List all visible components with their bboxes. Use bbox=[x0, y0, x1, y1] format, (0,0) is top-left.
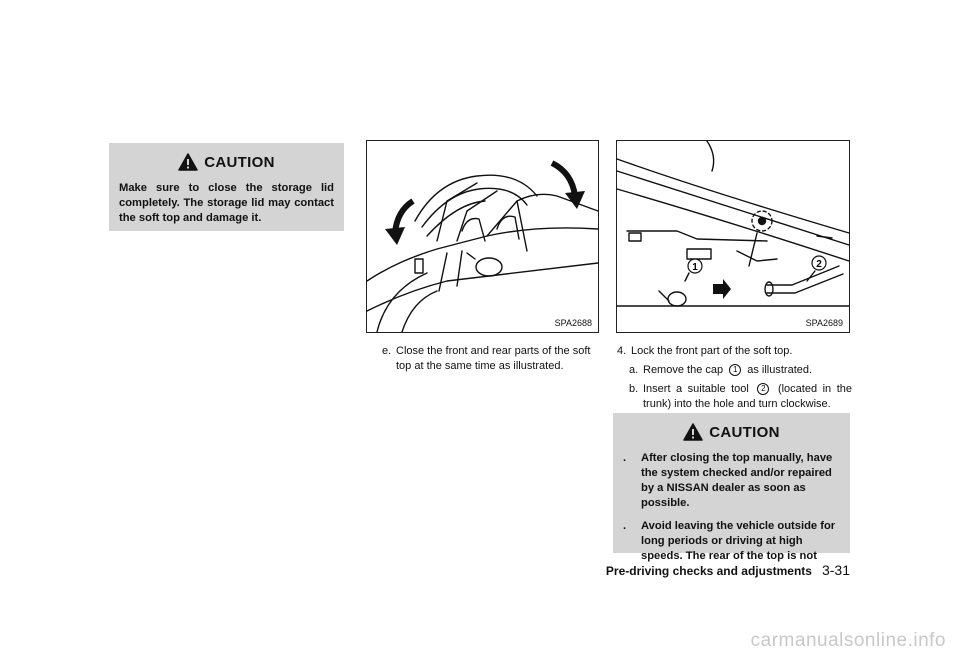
watermark: carmanualsonline.info bbox=[750, 630, 946, 651]
callout-1: 1 bbox=[692, 262, 698, 273]
step-4a bbox=[617, 363, 852, 378]
step-text: Lock the front part of the soft top. bbox=[631, 345, 793, 357]
callout-ref-1: 1 bbox=[729, 364, 741, 376]
substep-label: b. bbox=[629, 383, 639, 395]
bullet-text: After closing the top manually, have the system checked and/or repaired by a NISSAN dealer as soon as possible. bbox=[641, 452, 833, 509]
substep-text-end: as illustrated. bbox=[747, 364, 813, 376]
substep-label: a. bbox=[629, 364, 639, 376]
caution-box bbox=[109, 143, 344, 231]
caution-bullet: . Avoid leaving the vehicle outside for long periods or driving at high speeds. The rear of the top is not bbox=[623, 519, 840, 564]
page-footer bbox=[606, 562, 850, 578]
warning-icon bbox=[683, 423, 703, 441]
callout-ref-2: 2 bbox=[757, 383, 769, 395]
figure-code: SPA2689 bbox=[805, 318, 843, 328]
caution-title: CAUTION bbox=[204, 153, 275, 171]
lock-drawing bbox=[617, 141, 849, 332]
step-4b bbox=[617, 382, 852, 412]
section-title: Pre-driving checks and adjustments bbox=[605, 564, 812, 578]
warning-icon bbox=[178, 153, 198, 171]
soft-top-drawing bbox=[367, 141, 598, 332]
step-label: e. bbox=[382, 345, 392, 357]
illustration-soft-top-closing bbox=[366, 140, 599, 333]
substep-text: Remove the cap bbox=[643, 364, 724, 376]
substep-text: Insert a suitable tool bbox=[643, 383, 749, 395]
callout-2: 2 bbox=[816, 259, 822, 270]
page-number: 3-31 bbox=[821, 562, 850, 578]
caution-bullet: . After closing the top manually, have the system checked and/or repaired by a NISSAN dealer as soon as possible. bbox=[623, 451, 840, 511]
caution-box-2 bbox=[613, 413, 850, 562]
figure-code: SPA2688 bbox=[554, 318, 592, 328]
caution-title: CAUTION bbox=[709, 423, 780, 441]
bullet-text: Avoid leaving the vehicle outside for long periods or driving at high speeds. The rear of the top is not bbox=[641, 520, 836, 562]
step-label: 4. bbox=[617, 345, 627, 357]
step-e bbox=[382, 344, 600, 374]
illustration-lock-front bbox=[616, 140, 850, 333]
substep-text-end: (located in the trunk) into the hole and turn clockwise. bbox=[643, 383, 852, 410]
step-text: Close the front and rear parts of the soft top at the same time as illustrated. bbox=[396, 345, 591, 372]
caution-heading bbox=[119, 153, 334, 171]
step-4 bbox=[617, 344, 852, 412]
caution-heading bbox=[623, 423, 840, 441]
caution-text: Make sure to close the storage lid completely. The storage lid may contact the soft top and damage it. bbox=[119, 182, 334, 224]
